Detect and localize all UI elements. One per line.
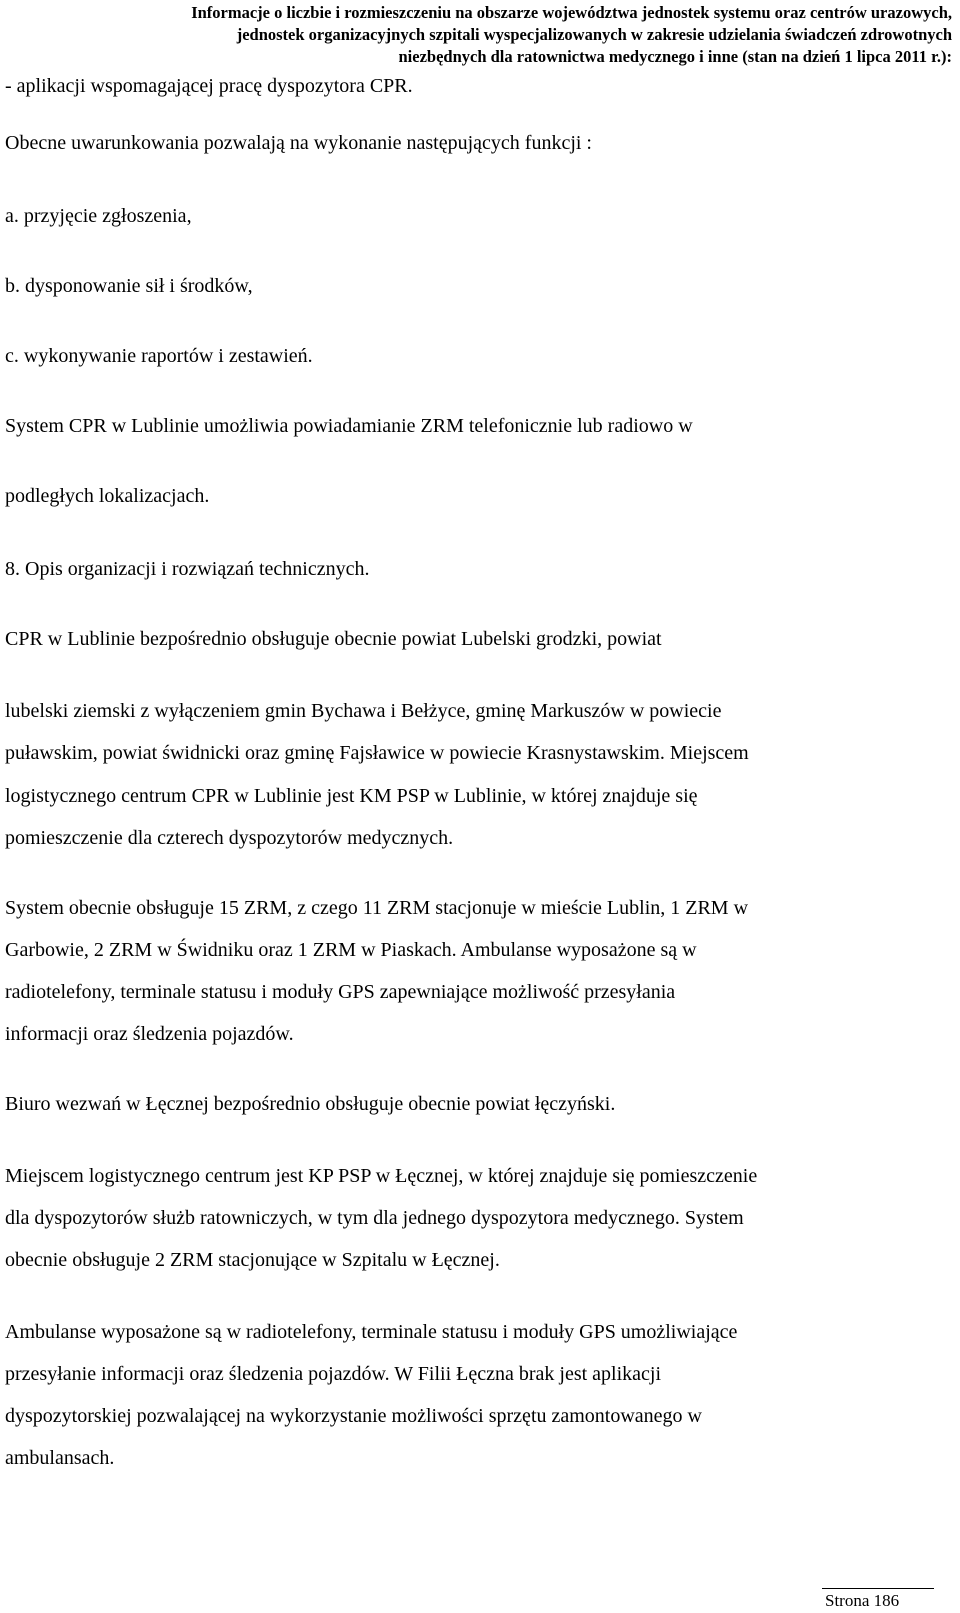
header-line-2: jednostek organizacyjnych szpitali wyspecjalizowanych w zakresie udzielania świadczeń zdrowotnych — [236, 25, 952, 44]
text-line: pomieszczenie dla czterech dyspozytorów medycznych. — [5, 827, 454, 849]
text-line: Garbowie, 2 ZRM w Świdniku oraz 1 ZRM w Piaskach. Ambulanse wyposażone są w — [5, 939, 697, 961]
list-item: b. dysponowanie sił i środków, — [5, 275, 253, 297]
text-line: obecnie obsługuje 2 ZRM stacjonujące w Szpitalu w Łęcznej. — [5, 1249, 500, 1271]
text-line: Obecne uwarunkowania pozwalają na wykonanie następujących funkcji : — [5, 132, 592, 154]
text-line: System CPR w Lublinie umożliwia powiadamianie ZRM telefonicznie lub radiowo w — [5, 415, 693, 437]
text-line: ambulansach. — [5, 1447, 115, 1469]
text-line: logistycznego centrum CPR w Lublinie jest KM PSP w Lublinie, w której znajduje się — [5, 785, 698, 807]
header-line-1: Informacje o liczbie i rozmieszczeniu na obszarze województwa jednostek systemu oraz centrów urazowych, — [191, 3, 952, 22]
text-line: informacji oraz śledzenia pojazdów. — [5, 1023, 294, 1045]
text-line: dyspozytorskiej pozwalającej na wykorzystanie możliwości sprzętu zamontowanego w — [5, 1405, 703, 1427]
list-item: c. wykonywanie raportów i zestawień. — [5, 345, 313, 367]
footer-divider — [822, 1588, 934, 1589]
text-line: CPR w Lublinie bezpośrednio obsługuje obecnie powiat Lubelski grodzki, powiat — [5, 628, 662, 650]
text-line: System obecnie obsługuje 15 ZRM, z czego 11 ZRM stacjonuje w mieście Lublin, 1 ZRM w — [5, 897, 749, 919]
text-line: Miejscem logistycznego centrum jest KP PSP w Łęcznej, w której znajduje się pomieszczenie — [5, 1165, 758, 1187]
text-line: lubelski ziemski z wyłączeniem gmin Bychawa i Bełżyce, gminę Markuszów w powiecie — [5, 700, 722, 722]
header-line-3: niezbędnych dla ratownictwa medycznego i inne (stan na dzień 1 lipca 2011 r.): — [398, 47, 952, 66]
page-number: Strona 186 — [825, 1591, 900, 1610]
text-line: puławskim, powiat świdnicki oraz gminę Fajsławice w powiecie Krasnystawskim. Miejscem — [5, 742, 749, 764]
list-item: a. przyjęcie zgłoszenia, — [5, 205, 192, 227]
text-line: - aplikacji wspomagającej pracę dyspozytora CPR. — [5, 75, 413, 97]
text-line: przesyłanie informacji oraz śledzenia pojazdów. W Filii Łęczna brak jest aplikacji — [5, 1363, 662, 1385]
page-header — [0, 2, 952, 68]
text-line: radiotelefony, terminale statusu i moduły GPS zapewniające możliwość przesyłania — [5, 981, 676, 1003]
text-line: Biuro wezwań w Łęcznej bezpośrednio obsługuje obecnie powiat łęczyński. — [5, 1093, 616, 1115]
section-heading: 8. Opis organizacji i rozwiązań technicznych. — [5, 558, 370, 580]
text-line: dla dyspozytorów służb ratowniczych, w tym dla jednego dyspozytora medycznego. System — [5, 1207, 744, 1229]
text-line: Ambulanse wyposażone są w radiotelefony, terminale statusu i moduły GPS umożliwiające — [5, 1321, 738, 1343]
text-line: podległych lokalizacjach. — [5, 485, 210, 507]
